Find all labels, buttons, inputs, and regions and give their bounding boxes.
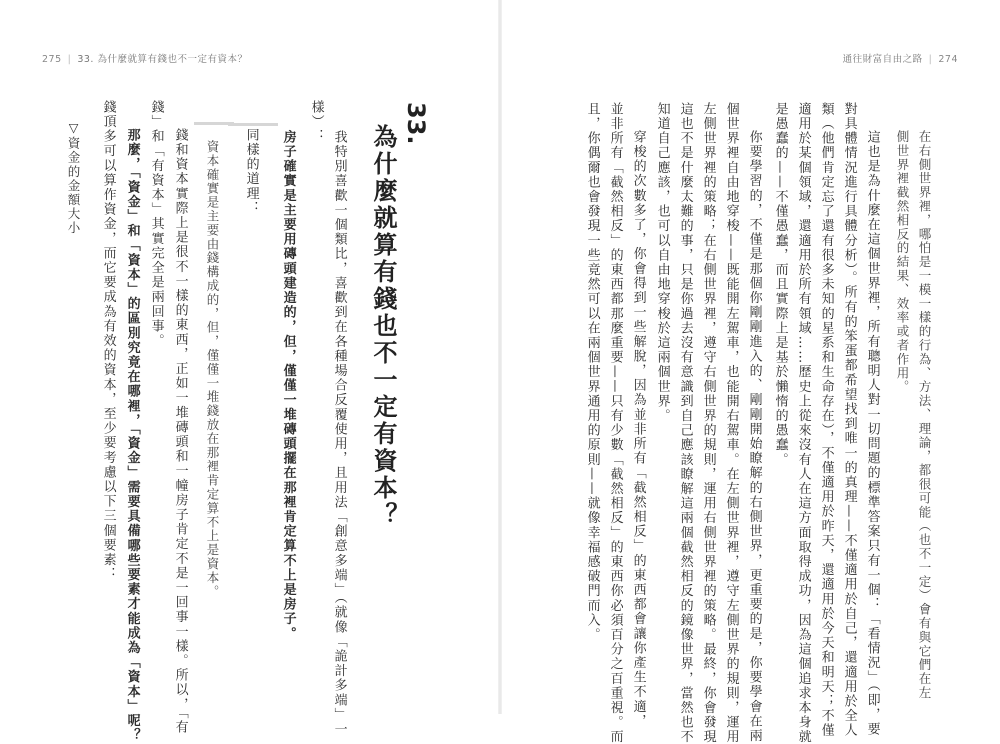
- same-reason-line: 同樣的道理：: [243, 128, 259, 216]
- right-body-line-12: 並非所有「截然相反」的東西都那麼重要——只有少數「截然相反」的東西你必須百分之百重視。而: [607, 102, 623, 744]
- right-note-line-1: 在右側世界裡，哪怕是一模一樣的行為、方法、理論，都很可能（也不一定）會有與它們在左: [917, 130, 932, 700]
- body-line-2: 錢」和「有資本」其實完全是兩回事。: [148, 100, 164, 349]
- body-line-1: 錢和資本實際上是很不一樣的東西，正如一堆磚頭和一幢房子肯定不是一回事一樣。所以，「有: [172, 128, 188, 735]
- right-body-line-4: 適用於某個領域，還適用於所有領域……歷史上從來沒有人在這方面取得成功，因為這個追求本身就: [795, 102, 811, 744]
- right-body-line-8: 左側世界裡的策略；在右側世界裡，遵守右側世界的規則，運用右側世界裡的策略。最終，你會發現: [700, 102, 716, 744]
- right-body-line-13: 且，你偶爾也會發現一些竟然可以在兩個世界通用的原則——就像幸福感破門而入。: [584, 102, 600, 643]
- right-body-line-1: 這也是為什麼在這個世界裡，所有聰明人對一切問題的標準答案只有一個：「看情況」（即，要: [864, 130, 880, 737]
- intro-line-1: 我特別喜歡一個類比，喜歡到在各種場合反覆使用，且用法「創意多端」（就像「詭計多端」一: [331, 130, 347, 737]
- right-page-number: 274: [938, 54, 958, 65]
- right-body-line-6: 你要學習的，不僅是那個你剛剛進入的、剛剛開始瞭解的右側世界，更重要的是，你要學會在兩: [746, 130, 762, 744]
- chapter-number: 33.: [402, 102, 430, 145]
- right-body-line-9: 這也不是什麼太難的事，只是你過去沒有意識到自己應該瞭解這兩個截然相反的鏡像世界，當然也不: [677, 102, 693, 744]
- subheading-fund-amount: ▽資金的金額大小: [66, 120, 81, 236]
- chapter-title: 為什麼就算有錢也不一定有資本？: [369, 124, 397, 529]
- left-page-header: 275 | 33. 為什麼就算有錢也不一定有資本？: [42, 54, 248, 65]
- right-note-line-2: 側世界裡截然相反的結果、效率或者作用。: [895, 130, 910, 395]
- left-page-number: 275: [42, 54, 62, 65]
- note-divider-bottom: [194, 122, 234, 125]
- left-page: [0, 0, 498, 743]
- body-line-4: 錢頂多可以算作資金，而它要成為有效的資本，至少要考慮以下三個要素：: [100, 100, 116, 582]
- body-line-3: 那麼，「資金」和「資本」的區別究竟在哪裡，「資金」需要具備哪些要素才能成為「資本」呢？: [124, 128, 140, 743]
- right-body-line-7: 個世界裡自由地穿梭——既能開左駕車，也能開右駕車。在左側世界裡，遵守左側世界的規則，運用: [723, 102, 739, 744]
- right-page: [502, 0, 1000, 744]
- intro-line-2: 樣）：: [308, 100, 324, 144]
- note-divider-top: [228, 123, 278, 126]
- right-body-line-2: 對具體情況進行具體分析）。所有的笨蛋都希望找到唯一的真理——不僅適用於自己，還適用於全人: [841, 102, 857, 738]
- capital-note: 資本確實是主要由錢構成的，但，僅僅一堆錢放在那裡肯定算不上是資本。: [205, 140, 220, 599]
- right-body-line-3: 類（他們肯定忘了還有很多未知的星系和生命存在），不僅適用於昨天，還適用於今天和明天；不僅: [818, 102, 834, 738]
- brick-quote: 房子確實是主要用磚頭建造的，但，僅僅一堆磚頭擺在那裡肯定算不上是房子。: [280, 130, 296, 641]
- right-body-line-10: 知道自己應該，也可以自由地穿梭於這兩個世界。: [654, 102, 670, 424]
- right-running-title: 通往財富自由之路: [842, 54, 923, 65]
- right-page-header: 通往財富自由之路 | 274: [842, 54, 958, 65]
- right-body-line-5: 是愚蠢的——不僅愚蠢，而且實際上是基於懶惰的愚蠢。: [772, 102, 788, 467]
- right-body-line-11: 穿梭的次數多了，你會得到一些解脫，因為並非所有「截然相反」的東西都會讓你產生不適，: [630, 130, 646, 729]
- left-running-title: 33. 為什麼就算有錢也不一定有資本？: [77, 54, 248, 65]
